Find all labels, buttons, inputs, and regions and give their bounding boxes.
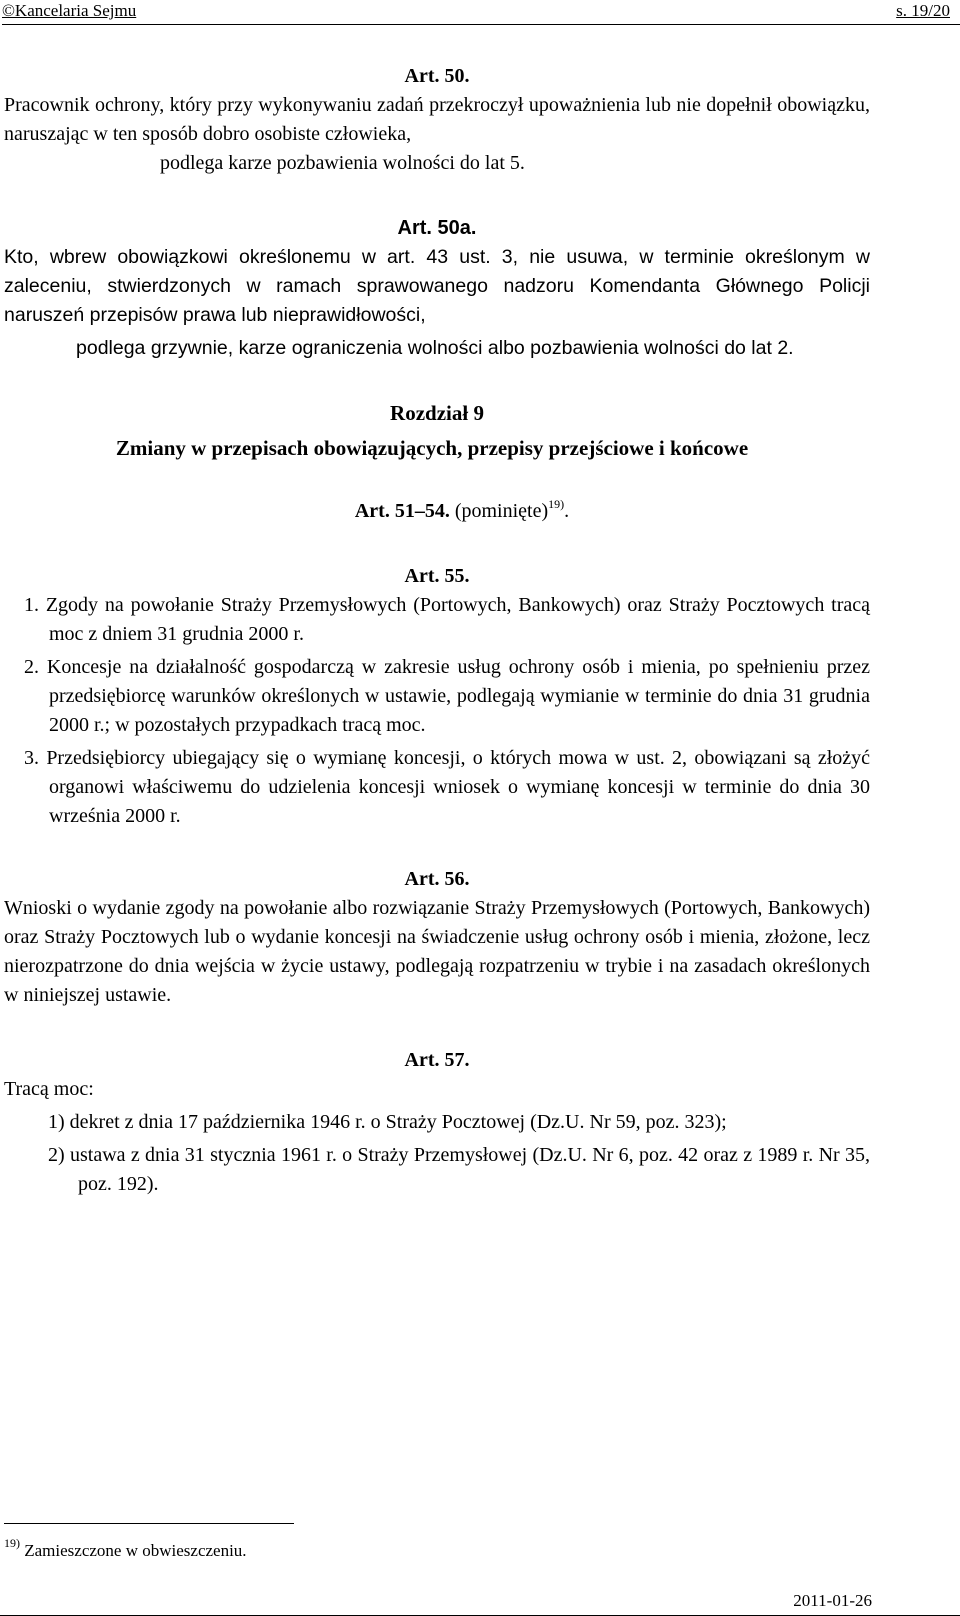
art-55-item-1	[4, 591, 870, 649]
header-page-number[interactable]	[896, 0, 950, 22]
footnote-ref-19[interactable]: 19)	[548, 497, 565, 511]
art-55-heading: Art. 55.	[404, 565, 470, 587]
item-number: 1)	[48, 1111, 65, 1133]
art-51-54	[4, 497, 870, 526]
item-number: 1.	[24, 594, 39, 616]
art-50a-body: Kto, wbrew obowiązkowi określonemu w art. 43 ust. 3, nie usuwa, w terminie określonym w zaleceniu, stwierdzonych w ramach sprawowanego nadzoru Komendanta Głównego Policji naruszeń przepisów prawa lub nieprawidłowości,	[4, 246, 870, 326]
item-text: Zgody na powołanie Straży Przemysłowych (Portowych, Bankowych) oraz Straży Pocztowych tracą moc z dniem 31 grudnia 2000 r.	[45, 594, 870, 645]
art-50a-sanction: podlega grzywnie, karze ograniczenia wolności albo pozbawienia wolności do lat 2.	[76, 337, 794, 359]
item-text: Koncesje na działalność gospodarczą w zakresie usług ochrony osób i mienia, po spełnieniu przez przedsiębiorcę warunków określonych w ustawie, podlegają wymianie w terminie do dnia 31 grudnia 2000 r.; w pozostałych przypadkach tracą moc.	[46, 656, 871, 736]
art-57-intro: Tracą moc:	[4, 1078, 94, 1100]
item-number: 3.	[24, 747, 39, 769]
footnote-marker: 19)	[4, 1536, 20, 1550]
art-57-item-2	[4, 1141, 870, 1199]
footer-date: 2011-01-26	[793, 1591, 872, 1610]
art-55-item-3	[4, 744, 870, 831]
chapter-number: Rozdział 9	[390, 401, 484, 425]
art-50-body: Pracownik ochrony, który przy wykonywaniu zadań przekroczył upoważnienia lub nie dopełnił obowiązku, naruszając w ten sposób dobro osobiste człowieka,	[4, 94, 870, 145]
art-51-54-heading: Art. 51–54.	[354, 500, 450, 522]
art-51-54-text: (pominięte)	[454, 500, 549, 522]
art-55-item-2	[4, 653, 870, 740]
header-copyright	[2, 0, 136, 22]
item-text: dekret z dnia 17 października 1946 r. o Straży Pocztowej (Dz.U. Nr 59, poz. 323);	[69, 1111, 727, 1133]
art-57-heading: Art. 57.	[404, 1049, 470, 1071]
art-56-heading: Art. 56.	[404, 868, 470, 890]
art-51-54-trail: .	[564, 500, 570, 522]
footnote-text: Zamieszczone w obwieszczeniu.	[24, 1541, 247, 1560]
art-57-item-1	[4, 1108, 870, 1137]
kancelaria-link[interactable]: ©Kancelaria Sejmu	[2, 1, 137, 20]
item-text: ustawa z dnia 31 stycznia 1961 r. o Straży Przemysłowej (Dz.U. Nr 6, poz. 42 oraz z 1989 r. Nr 35, poz. 192).	[70, 1144, 871, 1195]
footnote	[4, 1536, 247, 1562]
art-50-sanction: podlega karze pozbawienia wolności do lat 5.	[160, 152, 525, 174]
art-56-body: Wnioski o wydanie zgody na powołanie albo rozwiązanie Straży Przemysłowych (Portowych, Bankowych) oraz Straży Pocztowych lub o wydanie koncesji na świadczenie usług ochrony osób i mienia, złożone, lecz nierozpatrzone do dnia wejścia w życie ustawy, podlegają rozpatrzeniu w trybie i na zasadach określonych w niniejszej ustawie.	[4, 897, 870, 1006]
chapter-title: Zmiany w przepisach obowiązujących, przepisy przejściowe i końcowe	[115, 436, 749, 460]
art-50a-heading: Art. 50a.	[397, 217, 477, 239]
art-50-heading: Art. 50.	[404, 65, 470, 87]
document-body	[4, 62, 870, 1199]
item-text: Przedsiębiorcy ubiegający się o wymianę koncesji, o których mowa w ust. 2, obowiązani są złożyć organowi właściwemu do udzielenia koncesji wniosek o wymianę koncesji w terminie do dnia 30 września 2000 r.	[46, 747, 871, 827]
page-number-link[interactable]: s. 19/20	[896, 1, 950, 20]
item-number: 2)	[48, 1144, 65, 1166]
item-number: 2.	[24, 656, 39, 678]
page-header	[2, 0, 960, 25]
footnote-separator	[4, 1523, 294, 1524]
